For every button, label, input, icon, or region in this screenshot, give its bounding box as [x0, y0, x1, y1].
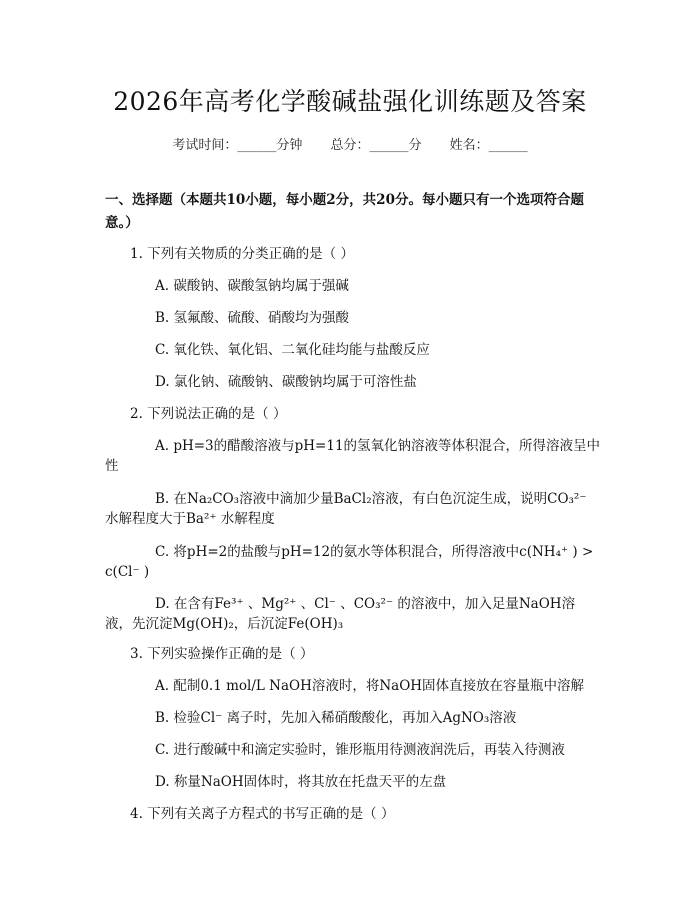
- question-2-option-a: A. pH=3的醋酸溶液与pH=11的氢氧化钠溶液等体积混合，所得溶液呈中: [155, 438, 601, 454]
- page-title: 2026年高考化学酸碱盐强化训练题及答案: [113, 87, 587, 116]
- time-field: 考试时间：______分钟: [172, 138, 303, 153]
- question-2-option-d: D. 在含有Fe³⁺ 、Mg²⁺ 、Cl⁻ 、CO₃²⁻ 的溶液中，加入足量NaOH溶: [155, 596, 576, 612]
- question-2-option-c: C. 将pH=2的盐酸与pH=12的氨水等体积混合，所得溶液中c(NH₄⁺ ) >: [155, 544, 594, 560]
- question-1-option-b: B. 氢氟酸、硫酸、硝酸均为强酸: [155, 310, 350, 326]
- question-3-option-c: C. 进行酸碱中和滴定实验时，锥形瓶用待测液润洗后，再装入待测液: [155, 742, 565, 758]
- score-field: 总分：______分: [330, 138, 422, 153]
- question-2-option-b-cont: 水解程度大于Ba²⁺ 水解程度: [105, 511, 275, 527]
- section-heading: 一、选择题（本题共10小题，每小题2分，共20分。每小题只有一个选项符合题意。）: [105, 192, 584, 231]
- question-3-option-d: D. 称量NaOH固体时，将其放在托盘天平的左盘: [155, 774, 447, 790]
- exam-meta: [0, 134, 700, 153]
- question-2-stem: 2. 下列说法正确的是（ ）: [130, 406, 287, 422]
- question-3-option-a: A. 配制0.1 mol/L NaOH溶液时，将NaOH固体直接放在容量瓶中溶解: [155, 678, 585, 694]
- question-1-stem: 1. 下列有关物质的分类正确的是（ ）: [130, 246, 354, 262]
- question-4-stem: 4. 下列有关离子方程式的书写正确的是（ ）: [130, 806, 395, 822]
- question-2-option-c-cont: c(Cl⁻ ): [105, 564, 150, 580]
- question-3-option-b: B. 检验Cl⁻ 离子时，先加入稀硝酸酸化，再加入AgNO₃溶液: [155, 710, 517, 726]
- question-2-option-d-cont: 液，先沉淀Mg(OH)₂，后沉淀Fe(OH)₃: [105, 616, 344, 632]
- question-1-option-c: C. 氧化铁、氧化铝、二氧化硅均能与盐酸反应: [155, 342, 430, 358]
- question-2-option-b: B. 在Na₂CO₃溶液中滴加少量BaCl₂溶液，有白色沉淀生成，说明CO₃²⁻: [155, 491, 587, 507]
- name-field: 姓名：______: [449, 138, 528, 153]
- question-1-option-a: A. 碳酸钠、碳酸氢钠均属于强碱: [155, 278, 349, 294]
- question-1-option-d: D. 氯化钠、硫酸钠、碳酸钠均属于可溶性盐: [155, 374, 417, 390]
- question-2-option-a-cont: 性: [105, 458, 119, 474]
- question-3-stem: 3. 下列实验操作正确的是（ ）: [130, 646, 314, 662]
